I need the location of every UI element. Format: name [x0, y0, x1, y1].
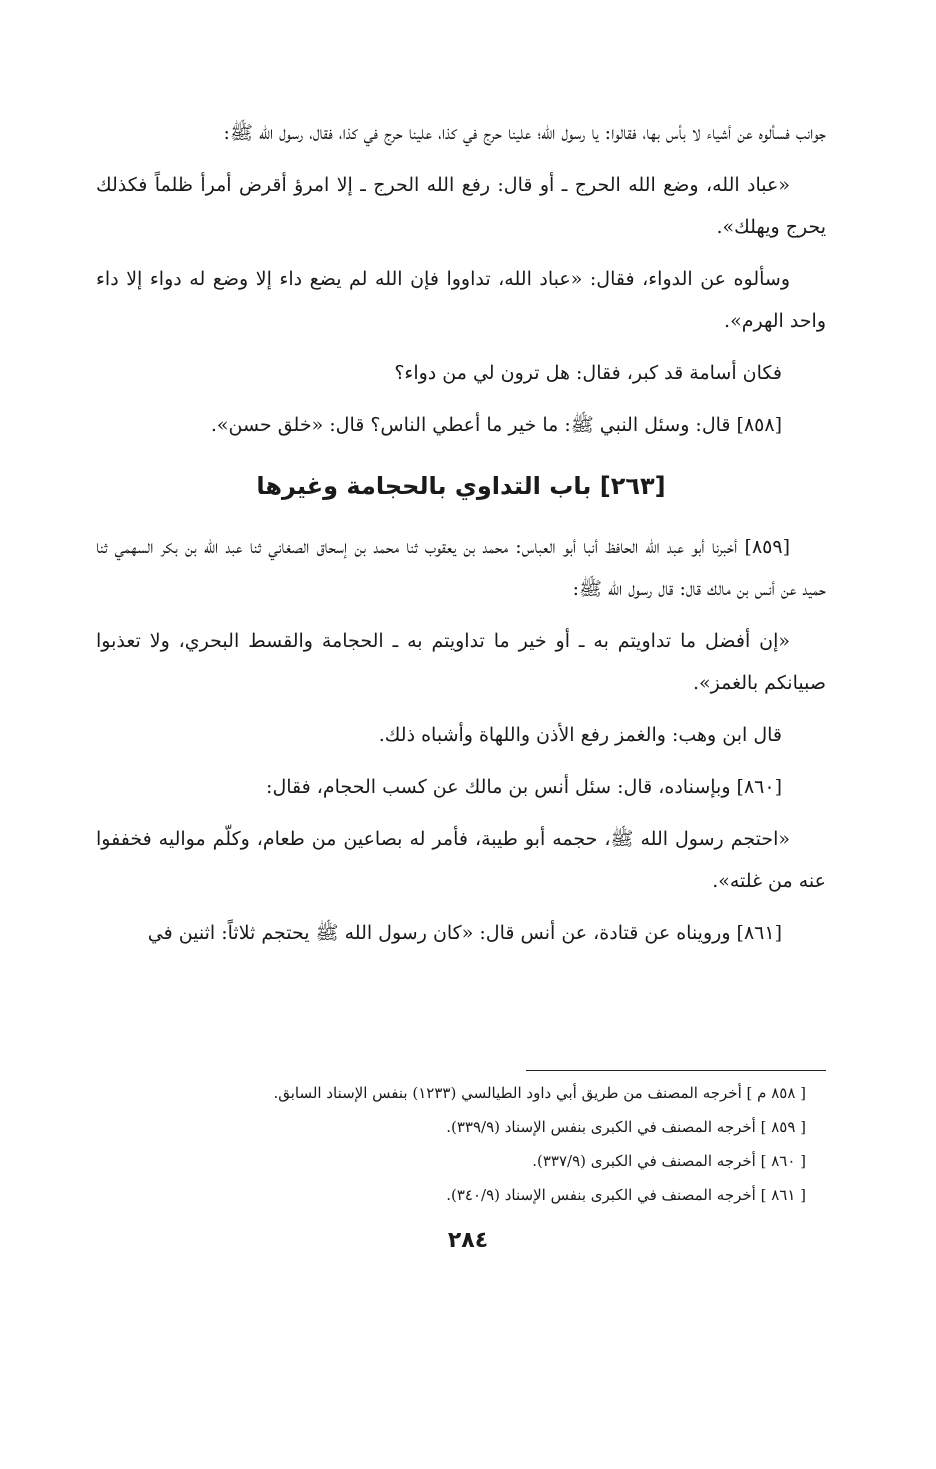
chapter-heading: [٢٦٣] باب التداوي بالحجامة وغيرها	[256, 472, 666, 500]
paragraph-hijama-quote: «إن أفضل ما تداويتم به ـ أو خير ما تداويتم به ـ الحجامة والقسط البحري، ولا تعذبوا صبيانكم بالغمز».	[96, 630, 826, 694]
paragraph-hadith-861: [٨٦١] ورويناه عن قتادة، عن أنس قال: «كان رسول الله ﷺ يحتجم ثلاثاً: اثنين في	[147, 922, 782, 944]
paragraph-hadith-858: [٨٥٨] قال: وسئل النبي ﷺ: ما خير ما أعطي الناس؟ قال: «خلق حسن».	[210, 414, 782, 436]
footnotes	[106, 1076, 806, 1212]
paragraph-medicine-question: وسألوه عن الدواء، فقال: «عباد الله، تداووا فإن الله لم يضع داء إلا وضع له دواء إلا داء واحد الهرم».	[96, 268, 826, 332]
paragraph-abu-tayba-quote: «احتجم رسول الله ﷺ، حجمه أبو طيبة، فأمر له بصاعين من طعام، وكلّم مواليه فخففوا عنه من غلته».	[96, 828, 826, 892]
footnote-859: [ ٨٥٩ ] أخرجه المصنف في الكبرى بنفس الإسناد (٣٣٩/٩).	[446, 1118, 806, 1136]
footnote-858m: [ ٨٥٨ م ] أخرجه المصنف من طريق أبي داود الطيالسي (١٢٣٣) بنفس الإسناد السابق.	[273, 1084, 806, 1102]
paragraph-hadith-859: [٨٥٩] أخبرنا أبو عبد الله الحافظ أنبا أبو العباس: محمد بن يعقوب ثنا محمد بن إسحاق الصغاني ثنا عبد الله بن بكر السهمي ثنا حميد عن أنس بن مالك قال: قال رسول الله ﷺ:	[96, 536, 826, 600]
page-number: ٢٨٤	[447, 1228, 489, 1253]
paragraph-usama: فكان أسامة قد كبر، فقال: هل ترون لي من دواء؟	[394, 362, 782, 384]
main-text	[96, 112, 826, 964]
paragraph-continuation: جوانب فسألوه عن أشياء لا بأس بها، فقالوا: يا رسول الله؛ علينا حرج في كذا، علينا حرج في كذا، فقال، رسول الله ﷺ:	[223, 122, 826, 144]
paragraph-hadith-quote: «عباد الله، وضع الله الحرج ـ أو قال: رفع الله الحرج ـ إلا امرؤ أقرض أمرأ ظلماً فكذلك يحرج ويهلك».	[96, 174, 826, 238]
footnote-divider	[526, 1070, 826, 1071]
paragraph-hadith-860: [٨٦٠] وبإسناده، قال: سئل أنس بن مالك عن كسب الحجام، فقال:	[266, 776, 782, 798]
footnote-860: [ ٨٦٠ ] أخرجه المصنف في الكبرى (٣٣٧/٩).	[532, 1152, 806, 1170]
footnote-861: [ ٨٦١ ] أخرجه المصنف في الكبرى بنفس الإسناد (٣٤٠/٩).	[446, 1186, 806, 1204]
paragraph-ibn-wahb: قال ابن وهب: والغمز رفع الأذن واللهاة وأشباه ذلك.	[378, 724, 782, 746]
